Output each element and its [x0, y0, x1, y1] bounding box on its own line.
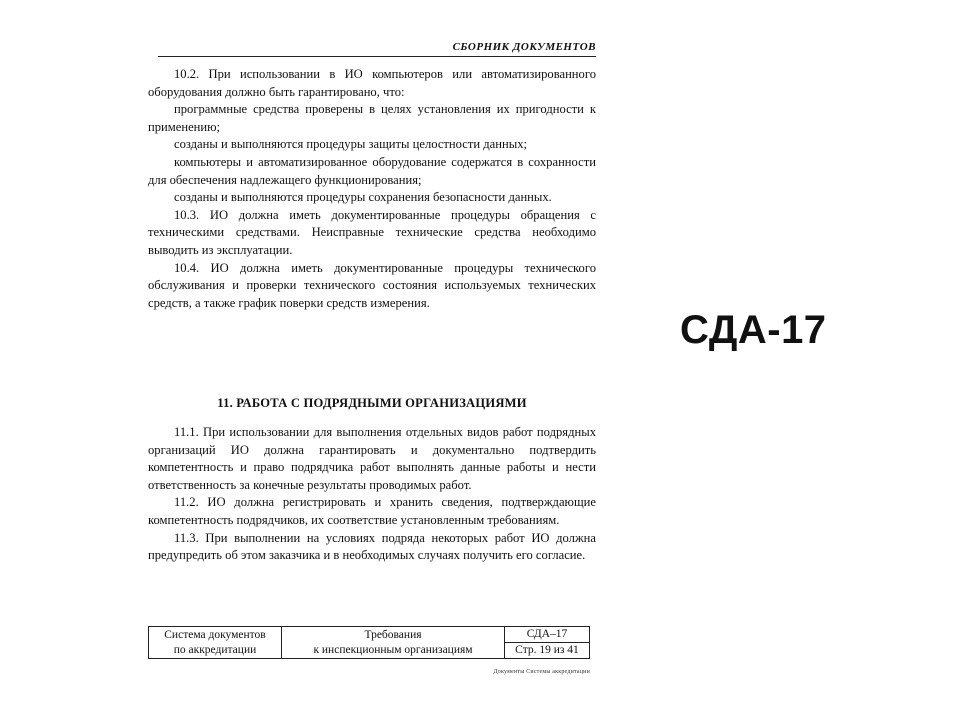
document-code-label: СДА-17	[680, 308, 827, 352]
footer-requirements-line2: к инспекционным организациям	[313, 643, 473, 656]
running-head: СБОРНИК ДОКУМЕНТОВ	[158, 38, 596, 57]
footer-requirements-cell	[282, 627, 505, 659]
footer-table	[148, 626, 590, 659]
paragraph-10-2: 10.2. При использовании в ИО компьютеров или автоматизированного оборудования должно быть гарантировано, что:	[148, 67, 596, 99]
paragraph-equipment-safety: компьютеры и автоматизированное оборудование содержатся в сохранности для обеспечения надлежащего функционирования;	[148, 154, 596, 187]
paragraph-11-1: 11.1. При использовании для выполнения отдельных видов работ подрядных организаций ИО должна гарантировать и документально подтвердить компетентность и право подрядчика работ выполнять данные работы и нести ответственность за конечные результаты проводимых работ.	[148, 425, 596, 492]
paragraph-data-integrity: созданы и выполняются процедуры защиты целостности данных;	[174, 137, 528, 152]
section-11-text	[148, 424, 596, 565]
paragraph-data-security: созданы и выполняются процедуры сохранения безопасности данных.	[174, 190, 552, 205]
footer-code-cell: СДА–17	[505, 627, 590, 643]
paragraph-11-2: 11.2. ИО должна регистрировать и хранить сведения, подтверждающие компетентность подрядчиков, их соответствие установленным требованиям.	[148, 495, 596, 527]
footer-requirements-line1: Требования	[364, 628, 422, 641]
footer-system-line2: по аккредитации	[173, 643, 257, 656]
paragraph-10-4: 10.4. ИО должна иметь документированные процедуры технического обслуживания и проверки технического состояния используемых технических средств, а также график поверки средств измерения.	[148, 260, 596, 310]
paragraph-software-check: программные средства проверены в целях установления их пригодности к применению;	[148, 102, 596, 134]
paragraph-10-3: 10.3. ИО должна иметь документированные процедуры обращения с техническими средствами. Неисправные технические средства необходимо выводить из эксплуатации.	[148, 207, 596, 257]
scanned-page	[148, 38, 596, 688]
footer-note: Документы Системы аккредитации	[493, 669, 590, 675]
footer-system-cell	[149, 627, 282, 659]
footer-page-cell: Стр. 19 из 41	[505, 643, 590, 659]
section-10-text	[148, 66, 596, 312]
section-11-heading: 11. РАБОТА С ПОДРЯДНЫМИ ОРГАНИЗАЦИЯМИ	[217, 396, 527, 410]
footer-system-line1: Система документов	[164, 628, 266, 641]
paragraph-11-3: 11.3. При выполнении на условиях подряда некоторых работ ИО должна предупредить об этом заказчика и в необходимых случаях получить его согласие.	[148, 530, 596, 563]
